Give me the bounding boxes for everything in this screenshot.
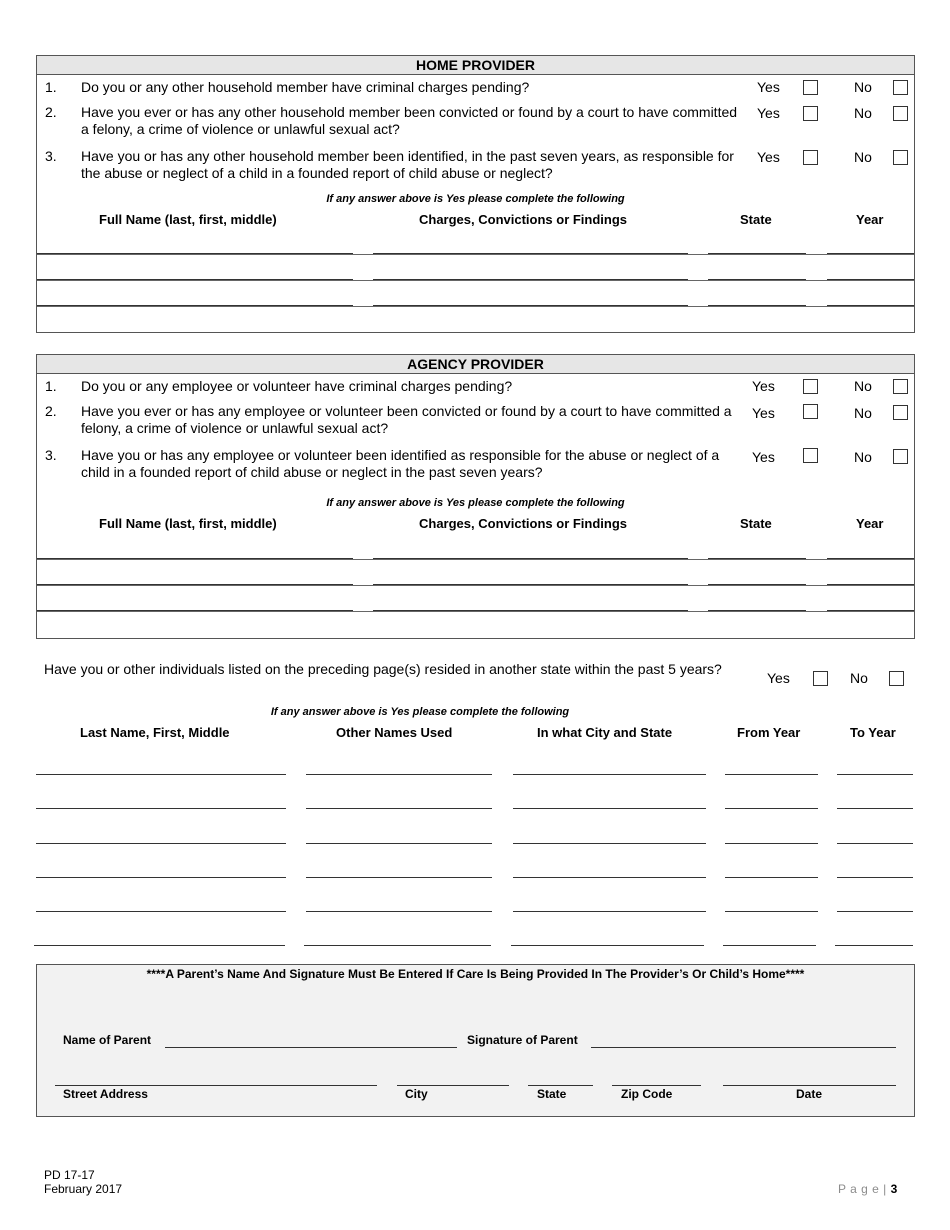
agency-q3-yes-label: Yes [752,449,775,465]
form-id: PD 17-17 [44,1168,95,1182]
residency-other-names-field[interactable] [306,911,492,912]
residency-from-year-field[interactable] [725,843,818,844]
agency-charges-field[interactable] [373,610,688,611]
home-row-rule [37,306,914,307]
residency-from-year-field[interactable] [725,808,818,809]
state-label: State [537,1087,567,1101]
agency-q3-no-checkbox[interactable] [893,449,908,464]
home-col-year: Year [856,212,884,227]
agency-q2-no-label: No [854,405,872,421]
residency-name-field[interactable] [36,877,286,878]
page-separator: | [883,1182,887,1196]
residency-no-checkbox[interactable] [889,671,904,686]
zip-code-field[interactable] [612,1085,701,1086]
page-indicator [838,1182,898,1196]
home-q1-yes-label: Yes [757,79,780,95]
home-q1-no-label: No [854,79,872,95]
agency-name-field[interactable] [37,558,353,559]
residency-name-field[interactable] [36,843,286,844]
page-label: P a g e [838,1182,880,1196]
home-col-charges: Charges, Convictions or Findings [419,212,628,227]
residency-from-year-field[interactable] [725,774,818,775]
home-state-field[interactable] [708,253,806,254]
home-q3-no-label: No [854,149,872,165]
date-field[interactable] [723,1085,896,1086]
residency-from-year-field[interactable] [723,945,816,946]
agency-year-field[interactable] [827,610,914,611]
agency-state-field[interactable] [708,610,806,611]
residency-yes-checkbox[interactable] [813,671,828,686]
date-label: Date [796,1087,823,1101]
agency-q1-no-label: No [854,378,872,394]
residency-other-names-field[interactable] [304,945,491,946]
residency-to-year-field[interactable] [837,877,913,878]
agency-q2-yes-label: Yes [752,405,775,421]
agency-charges-field[interactable] [373,558,688,559]
residency-other-names-field[interactable] [306,843,492,844]
residency-from-year-field[interactable] [725,911,818,912]
home-q1-yes-checkbox[interactable] [803,80,818,95]
residency-city-state-field[interactable] [513,877,706,878]
page-number: 3 [890,1182,898,1196]
residency-other-names-field[interactable] [306,774,492,775]
home-col-state: State [740,212,772,227]
home-year-field[interactable] [827,305,914,306]
zip-code-label: Zip Code [621,1087,673,1101]
residency-name-field[interactable] [36,808,286,809]
agency-col-charges: Charges, Convictions or Findings [419,516,628,531]
agency-state-field[interactable] [708,584,806,585]
home-q2-yes-checkbox[interactable] [803,106,818,121]
residency-col-city-state: In what City and State [537,725,673,740]
residency-from-year-field[interactable] [725,877,818,878]
agency-q3-no-label: No [854,449,872,465]
residency-other-names-field[interactable] [306,877,492,878]
agency-provider-title: AGENCY PROVIDER [37,355,914,374]
agency-row-rule [37,611,914,612]
agency-q2-no-checkbox[interactable] [893,405,908,420]
residency-question: Have you or other individuals listed on the preceding page(s) resided in another state within the past 5 years? [44,661,722,677]
parent-signature-section [36,964,915,1117]
residency-to-year-field[interactable] [837,911,913,912]
agency-col-state: State [740,516,772,531]
residency-other-names-field[interactable] [306,808,492,809]
residency-to-year-field[interactable] [835,945,913,946]
residency-city-state-field[interactable] [513,808,706,809]
residency-city-state-field[interactable] [513,774,706,775]
residency-col-to-year: To Year [850,725,896,740]
residency-to-year-field[interactable] [837,808,913,809]
home-state-field[interactable] [708,279,806,280]
home-state-field[interactable] [708,305,806,306]
agency-row-rule [37,585,914,586]
name-of-parent-field[interactable] [165,1047,457,1048]
home-q1-no-checkbox[interactable] [893,80,908,95]
home-q2-no-checkbox[interactable] [893,106,908,121]
home-col-full-name: Full Name (last, first, middle) [99,212,277,227]
agency-q1-yes-label: Yes [752,378,775,394]
home-q3-yes-label: Yes [757,149,780,165]
home-name-field[interactable] [37,279,353,280]
city-label: City [405,1087,428,1101]
agency-q1-no-checkbox[interactable] [893,379,908,394]
residency-yes-label: Yes [767,670,790,686]
agency-name-field[interactable] [37,584,353,585]
agency-q1-yes-checkbox[interactable] [803,379,818,394]
home-q3-no-checkbox[interactable] [893,150,908,165]
home-charges-field[interactable] [373,253,688,254]
agency-name-field[interactable] [37,610,353,611]
residency-city-state-field[interactable] [513,843,706,844]
agency-provider-section: AGENCY PROVIDER 1. Do you or any employee or volunteer have criminal charges pending? Yes No 2. Have you ever or has any employee or volunteer been convicted or found by a court to have committed a felony, a crime of violence or unlawful sexual act? Yes No 3. Have you or has any employee or volunteer been identified as responsible for the abuse or neglect of a child in a founded report of child abuse or neglect in the past seven years? Yes No If any answer above is Yes please complete the following Full Name (last, first, middle) Charges, Convictions or Findings State Year [36,354,915,639]
agency-q2-yes-checkbox[interactable] [803,404,818,419]
parent-section-heading: ****A Parent’s Name And Signature Must Be Entered If Care Is Being Provided In The Provider’s Or Child’s Home**** [146,967,805,981]
agency-col-full-name: Full Name (last, first, middle) [99,516,277,531]
agency-col-year: Year [856,516,884,531]
home-instruction-note: If any answer above is Yes please complete the following [326,193,625,205]
home-name-field[interactable] [37,253,353,254]
home-q2-yes-label: Yes [757,105,780,121]
home-name-field[interactable] [37,305,353,306]
residency-to-year-field[interactable] [837,774,913,775]
street-address-label: Street Address [63,1087,148,1101]
home-year-field[interactable] [827,253,914,254]
home-year-field[interactable] [827,279,914,280]
city-field[interactable] [397,1085,509,1086]
signature-of-parent-label: Signature of Parent [467,1033,578,1047]
residency-name-field[interactable] [36,911,286,912]
home-row-rule [37,280,914,281]
home-provider-title: HOME PROVIDER [37,56,914,75]
agency-state-field[interactable] [708,558,806,559]
residency-instruction-note: If any answer above is Yes please complete the following [270,706,570,718]
home-provider-section: HOME PROVIDER 1. Do you or any other household member have criminal charges pending? Yes No 2. Have you ever or has any other household member been convicted or found by a court to have committed a felony, a crime of violence or unlawful sexual act? Yes No 3. Have you or has any other household member been identified, in the past seven years, as responsible for the abuse or neglect of a child in a founded report of child abuse or neglect? Yes No If any answer above is Yes please complete the following Full Name (last, first, middle) Charges, Convictions or Findings State Year [36,55,915,333]
agency-charges-field[interactable] [373,584,688,585]
residency-city-state-field[interactable] [511,945,704,946]
agency-q3-yes-checkbox[interactable] [803,448,818,463]
agency-row-rule [37,559,914,560]
residency-col-name: Last Name, First, Middle [80,725,230,740]
home-q2-no-label: No [854,105,872,121]
residency-to-year-field[interactable] [837,843,913,844]
residency-name-field[interactable] [34,945,285,946]
state-field[interactable] [528,1085,593,1086]
form-date: February 2017 [44,1182,123,1196]
home-row-rule [37,254,914,255]
agency-year-field[interactable] [827,558,914,559]
residency-name-field[interactable] [36,774,286,775]
residency-city-state-field[interactable] [513,911,706,912]
residency-col-from-year: From Year [737,725,801,740]
street-address-field[interactable] [55,1085,377,1086]
residency-col-other-names: Other Names Used [336,725,453,740]
residency-no-label: No [850,670,868,686]
home-q3-yes-checkbox[interactable] [803,150,818,165]
name-of-parent-label: Name of Parent [63,1033,152,1047]
signature-of-parent-field[interactable] [591,1047,896,1048]
home-charges-field[interactable] [373,305,688,306]
home-charges-field[interactable] [373,279,688,280]
agency-year-field[interactable] [827,584,914,585]
agency-instruction-note: If any answer above is Yes please complete the following [326,497,625,509]
